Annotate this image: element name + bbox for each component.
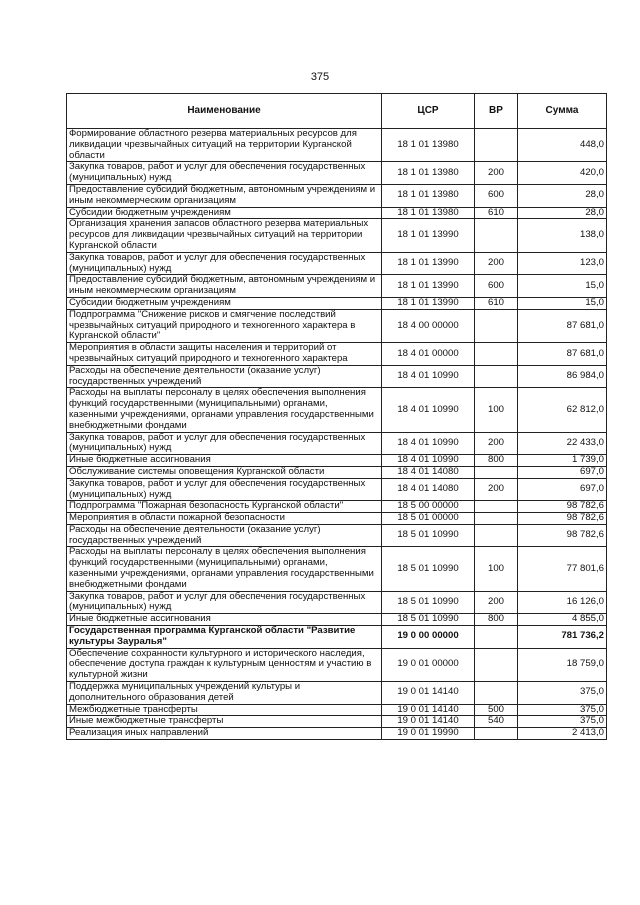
cell-csr: 19 0 01 14140 [382, 716, 475, 728]
cell-name: Закупка товаров, работ и услуг для обеспечения государственных (муниципальных) нужд [67, 478, 382, 501]
cell-csr: 19 0 00 00000 [382, 626, 475, 649]
cell-name: Межбюджетные трансферты [67, 704, 382, 716]
cell-vr [475, 513, 518, 525]
cell-sum: 28,0 [518, 184, 607, 207]
cell-csr: 18 4 01 10990 [382, 388, 475, 432]
cell-name: Закупка товаров, работ и услуг для обеспечения государственных (муниципальных) нужд [67, 162, 382, 185]
cell-vr [475, 728, 518, 740]
header-name: Наименование [67, 94, 382, 129]
cell-csr: 18 4 01 14080 [382, 478, 475, 501]
cell-sum: 18 759,0 [518, 648, 607, 681]
page-number: 375 [310, 71, 330, 83]
cell-csr: 19 0 01 14140 [382, 704, 475, 716]
cell-name: Закупка товаров, работ и услуг для обеспечения государственных (муниципальных) нужд [67, 432, 382, 455]
cell-csr: 18 5 01 10990 [382, 547, 475, 591]
cell-name: Расходы на выплаты персоналу в целях обеспечения выполнения функций государственными (муниципальными) органами, казенными учреждениями, органами управления государственными внебюджетными фондами [67, 547, 382, 591]
cell-sum: 77 801,6 [518, 547, 607, 591]
cell-name: Мероприятия в области пожарной безопасности [67, 513, 382, 525]
cell-csr: 18 1 01 13980 [382, 184, 475, 207]
cell-csr: 18 1 01 13980 [382, 207, 475, 219]
cell-sum: 375,0 [518, 716, 607, 728]
cell-vr [475, 648, 518, 681]
cell-vr: 200 [475, 478, 518, 501]
cell-sum: 98 782,6 [518, 501, 607, 513]
table-row [67, 648, 607, 681]
table-row [67, 162, 607, 185]
cell-csr: 18 5 01 10990 [382, 524, 475, 547]
cell-csr: 19 0 01 00000 [382, 648, 475, 681]
cell-vr: 200 [475, 162, 518, 185]
header-csr: ЦСР [382, 94, 475, 129]
cell-sum: 2 413,0 [518, 728, 607, 740]
cell-vr [475, 466, 518, 478]
cell-vr: 200 [475, 432, 518, 455]
cell-sum: 28,0 [518, 207, 607, 219]
cell-sum: 98 782,6 [518, 513, 607, 525]
cell-vr [475, 524, 518, 547]
cell-csr: 19 0 01 19990 [382, 728, 475, 740]
table-body [67, 129, 607, 740]
cell-sum: 138,0 [518, 219, 607, 252]
cell-csr: 18 1 01 13990 [382, 297, 475, 309]
cell-name: Закупка товаров, работ и услуг для обеспечения государственных (муниципальных) нужд [67, 252, 382, 275]
cell-csr: 18 4 00 00000 [382, 309, 475, 342]
cell-vr: 100 [475, 388, 518, 432]
cell-name: Иные бюджетные ассигнования [67, 455, 382, 467]
cell-csr: 18 4 01 14080 [382, 466, 475, 478]
table-row [67, 547, 607, 591]
cell-name: Предоставление субсидий бюджетным, автономным учреждениям и иным некоммерческим организациям [67, 184, 382, 207]
table-row [67, 309, 607, 342]
table-row [67, 365, 607, 388]
cell-name: Иные бюджетные ассигнования [67, 614, 382, 626]
cell-sum: 62 812,0 [518, 388, 607, 432]
cell-sum: 4 855,0 [518, 614, 607, 626]
cell-sum: 15,0 [518, 275, 607, 298]
cell-name: Обеспечение сохранности культурного и исторического наследия, обеспечение доступа граждан к культурным ценностям и участию в культурной жизни [67, 648, 382, 681]
cell-vr: 600 [475, 275, 518, 298]
table-row [67, 343, 607, 366]
table-row [67, 524, 607, 547]
header-vr: ВР [475, 94, 518, 129]
cell-csr: 18 1 01 13990 [382, 219, 475, 252]
cell-vr: 800 [475, 455, 518, 467]
cell-name: Субсидии бюджетным учреждениям [67, 207, 382, 219]
cell-vr: 800 [475, 614, 518, 626]
cell-vr [475, 682, 518, 705]
cell-vr: 610 [475, 297, 518, 309]
table-row [67, 207, 607, 219]
table-row [67, 728, 607, 740]
cell-sum: 697,0 [518, 478, 607, 501]
cell-csr: 18 1 01 13980 [382, 129, 475, 162]
budget-table [66, 93, 607, 740]
table-row [67, 478, 607, 501]
cell-name: Реализация иных направлений [67, 728, 382, 740]
table-row [67, 297, 607, 309]
table-row [67, 704, 607, 716]
table-row [67, 252, 607, 275]
cell-sum: 87 681,0 [518, 343, 607, 366]
cell-vr: 100 [475, 547, 518, 591]
table-row [67, 716, 607, 728]
cell-sum: 87 681,0 [518, 309, 607, 342]
table-row [67, 219, 607, 252]
cell-vr: 200 [475, 252, 518, 275]
table-row [67, 388, 607, 432]
cell-csr: 18 5 00 00000 [382, 501, 475, 513]
cell-csr: 18 1 01 13990 [382, 252, 475, 275]
table-row [67, 591, 607, 614]
table-row [67, 614, 607, 626]
cell-sum: 375,0 [518, 682, 607, 705]
cell-vr [475, 309, 518, 342]
cell-sum: 16 126,0 [518, 591, 607, 614]
cell-sum: 420,0 [518, 162, 607, 185]
cell-vr [475, 219, 518, 252]
cell-name: Подпрограмма "Снижение рисков и смягчение последствий чрезвычайных ситуаций природного и техногенного характера в Курганской области" [67, 309, 382, 342]
cell-name: Мероприятия в области защиты населения и территорий от чрезвычайных ситуаций природного и техногенного характера [67, 343, 382, 366]
cell-name: Поддержка муниципальных учреждений культуры и дополнительного образования детей [67, 682, 382, 705]
cell-sum: 86 984,0 [518, 365, 607, 388]
table-row [67, 466, 607, 478]
cell-sum: 781 736,2 [518, 626, 607, 649]
header-sum: Сумма [518, 94, 607, 129]
cell-name: Расходы на выплаты персоналу в целях обеспечения выполнения функций государственными (муниципальными) органами, казенными учреждениями, органами управления государственными внебюджетными фондами [67, 388, 382, 432]
table-header-row [67, 94, 607, 129]
cell-name: Подпрограмма "Пожарная безопасность Курганской области" [67, 501, 382, 513]
cell-vr: 200 [475, 591, 518, 614]
cell-csr: 18 5 01 10990 [382, 591, 475, 614]
cell-sum: 1 739,0 [518, 455, 607, 467]
cell-name: Субсидии бюджетным учреждениям [67, 297, 382, 309]
table-row [67, 682, 607, 705]
cell-vr [475, 626, 518, 649]
table-row [67, 129, 607, 162]
cell-vr [475, 365, 518, 388]
cell-vr: 500 [475, 704, 518, 716]
table-row [67, 432, 607, 455]
cell-sum: 98 782,6 [518, 524, 607, 547]
cell-csr: 19 0 01 14140 [382, 682, 475, 705]
table-row [67, 501, 607, 513]
cell-vr: 540 [475, 716, 518, 728]
cell-sum: 448,0 [518, 129, 607, 162]
cell-csr: 18 5 01 10990 [382, 614, 475, 626]
cell-csr: 18 4 01 10990 [382, 365, 475, 388]
cell-name: Организация хранения запасов областного резерва материальных ресурсов для ликвидации чрезвычайных ситуаций на территории Курганской области [67, 219, 382, 252]
cell-name: Закупка товаров, работ и услуг для обеспечения государственных (муниципальных) нужд [67, 591, 382, 614]
cell-name: Предоставление субсидий бюджетным, автономным учреждениям и иным некоммерческим организациям [67, 275, 382, 298]
cell-name: Формирование областного резерва материальных ресурсов для ликвидации чрезвычайных ситуаций на территории Курганской области [67, 129, 382, 162]
cell-sum: 22 433,0 [518, 432, 607, 455]
cell-csr: 18 4 01 10990 [382, 455, 475, 467]
cell-csr: 18 5 01 00000 [382, 513, 475, 525]
cell-sum: 123,0 [518, 252, 607, 275]
cell-vr [475, 501, 518, 513]
cell-sum: 375,0 [518, 704, 607, 716]
table-row [67, 455, 607, 467]
table-row [67, 626, 607, 649]
table-row [67, 184, 607, 207]
cell-name: Иные межбюджетные трансферты [67, 716, 382, 728]
cell-csr: 18 1 01 13980 [382, 162, 475, 185]
cell-name: Расходы на обеспечение деятельности (оказание услуг) государственных учреждений [67, 524, 382, 547]
cell-sum: 697,0 [518, 466, 607, 478]
cell-csr: 18 1 01 13990 [382, 275, 475, 298]
cell-vr [475, 343, 518, 366]
table-row [67, 275, 607, 298]
cell-name: Расходы на обеспечение деятельности (оказание услуг) государственных учреждений [67, 365, 382, 388]
cell-csr: 18 4 01 10990 [382, 432, 475, 455]
cell-vr: 600 [475, 184, 518, 207]
cell-vr: 610 [475, 207, 518, 219]
cell-vr [475, 129, 518, 162]
cell-csr: 18 4 01 00000 [382, 343, 475, 366]
cell-name: Государственная программа Курганской области "Развитие культуры Зауралья" [67, 626, 382, 649]
table-row [67, 513, 607, 525]
cell-name: Обслуживание системы оповещения Курганской области [67, 466, 382, 478]
cell-sum: 15,0 [518, 297, 607, 309]
